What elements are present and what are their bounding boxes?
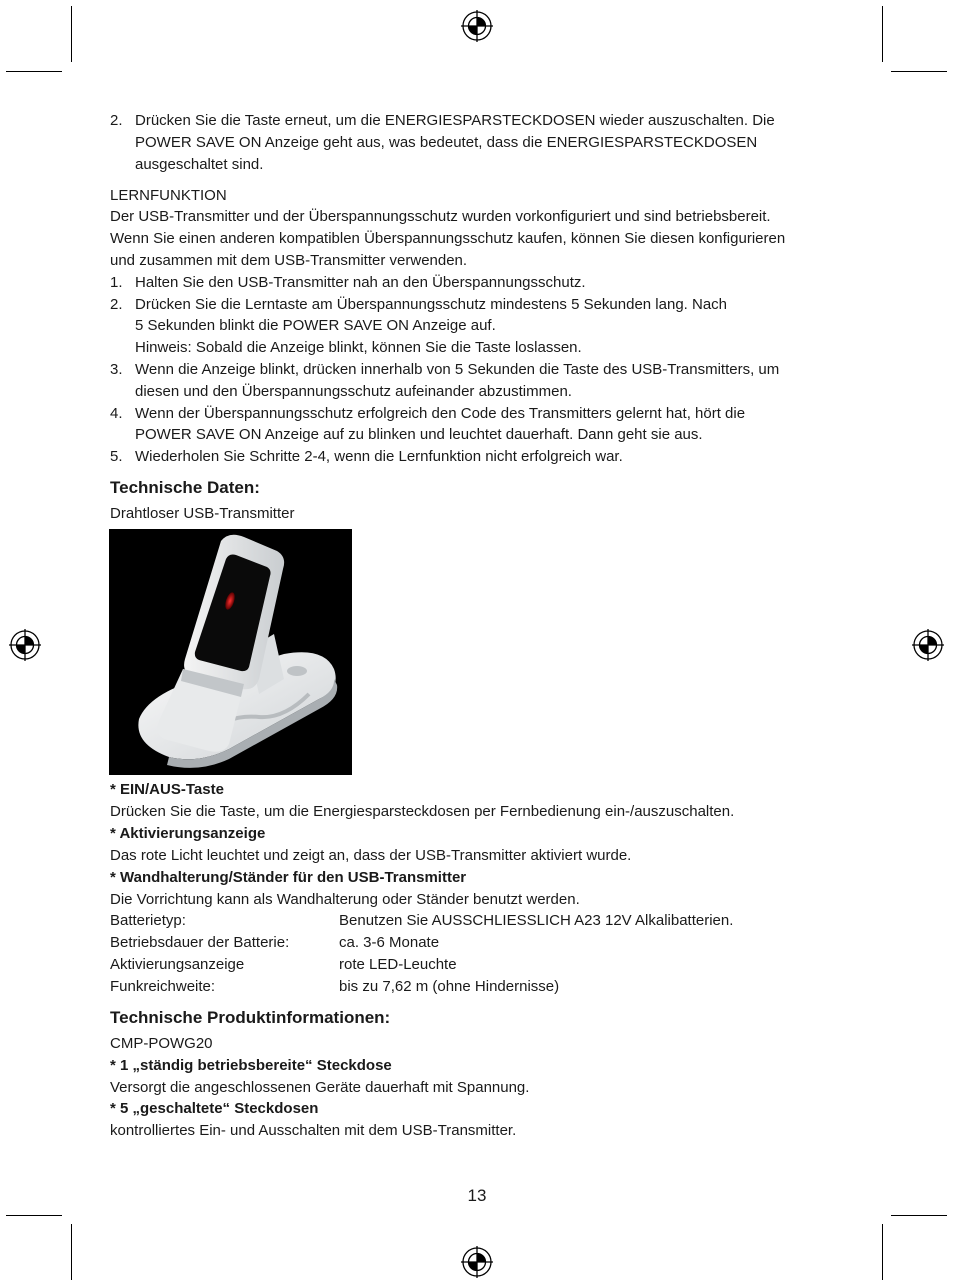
product-item-title: * 5 „geschaltete“ Steckdosen — [110, 1100, 319, 1117]
list-text-line: POWER SAVE ON Anzeige auf zu blinken und leuchtet dauerhaft. Dann geht sie aus. — [135, 426, 703, 443]
spec-value: Benutzen Sie AUSSCHLIESSLICH A23 12V Alkalibatterien. — [339, 912, 734, 929]
list-text-line: 5 Sekunden blinkt die POWER SAVE ON Anzeige auf. — [135, 317, 496, 334]
section-title-learn: LERNFUNKTION — [110, 187, 227, 204]
crop-mark — [71, 1224, 72, 1280]
tech-subtitle: Drahtloser USB-Transmitter — [110, 505, 295, 522]
list-text-line: POWER SAVE ON Anzeige geht aus, was bedeutet, dass die ENERGIESPARSTECKDOSEN — [135, 134, 758, 151]
list-number: 3. — [110, 361, 123, 378]
list-text-line: Drücken Sie die Taste erneut, um die ENERGIESPARSTECKDOSEN wieder auszuschalten. Die — [135, 112, 775, 129]
spec-label: Betriebsdauer der Batterie: — [110, 934, 290, 951]
feature-title: * EIN/AUS-Taste — [110, 781, 224, 798]
paragraph-line: Der USB-Transmitter und der Überspannungsschutz wurden vorkonfiguriert und sind betriebsbereit. — [110, 208, 771, 225]
feature-title: * Aktivierungsanzeige — [110, 825, 266, 842]
product-item-text: kontrolliertes Ein- und Ausschalten mit dem USB-Transmitter. — [110, 1122, 517, 1139]
crop-mark — [6, 71, 62, 72]
product-item-title: * 1 „ständig betriebsbereite“ Steckdose — [110, 1057, 392, 1074]
spec-label: Batterietyp: — [110, 912, 186, 929]
paragraph-line: und zusammen mit dem USB-Transmitter verwenden. — [110, 252, 468, 269]
spec-value: ca. 3-6 Monate — [339, 934, 440, 951]
list-text-line: diesen und den Überspannungsschutz aufeinander abzustimmen. — [135, 383, 572, 400]
feature-text: Die Vorrichtung kann als Wandhalterung oder Ständer benutzt werden. — [110, 891, 580, 908]
page-number: 13 — [467, 1186, 487, 1205]
list-text-line: Halten Sie den USB-Transmitter nah an den Überspannungsschutz. — [135, 274, 586, 291]
spec-value: rote LED-Leuchte — [339, 956, 457, 973]
feature-title: * Wandhalterung/Ständer für den USB-Transmitter — [110, 869, 467, 886]
product-model: CMP-POWG20 — [110, 1035, 213, 1052]
list-text-line: Hinweis: Sobald die Anzeige blinkt, können Sie die Taste loslassen. — [135, 339, 582, 356]
registration-mark-icon — [9, 629, 41, 661]
list-number: 2. — [110, 112, 123, 129]
spec-label: Aktivierungsanzeige — [110, 956, 245, 973]
product-item-text: Versorgt die angeschlossenen Geräte dauerhaft mit Spannung. — [110, 1079, 530, 1096]
crop-mark — [882, 6, 883, 62]
crop-mark — [891, 71, 947, 72]
registration-mark-icon — [461, 10, 493, 42]
feature-text: Das rote Licht leuchtet und zeigt an, dass der USB-Transmitter aktiviert wurde. — [110, 847, 632, 864]
list-text-line: Drücken Sie die Lerntaste am Überspannungsschutz mindestens 5 Sekunden lang. Nach — [135, 296, 728, 313]
list-text-line: Wenn der Überspannungsschutz erfolgreich den Code des Transmitters gelernt hat, hört die — [135, 405, 746, 422]
feature-text: Drücken Sie die Taste, um die Energiesparsteckdosen per Fernbedienung ein-/auszuschalten. — [110, 803, 735, 820]
section-heading-tech: Technische Daten: — [110, 478, 260, 497]
list-text-line: Wiederholen Sie Schritte 2-4, wenn die Lernfunktion nicht erfolgreich war. — [135, 448, 623, 465]
spec-value: bis zu 7,62 m (ohne Hindernisse) — [339, 978, 560, 995]
crop-mark — [6, 1215, 62, 1216]
crop-mark — [882, 1224, 883, 1280]
list-number: 4. — [110, 405, 123, 422]
crop-mark — [71, 6, 72, 62]
crop-mark — [891, 1215, 947, 1216]
spec-label: Funkreichweite: — [110, 978, 216, 995]
list-number: 5. — [110, 448, 123, 465]
list-number: 2. — [110, 296, 123, 313]
registration-mark-icon — [461, 1246, 493, 1278]
registration-mark-icon — [912, 629, 944, 661]
list-text-line: ausgeschaltet sind. — [135, 156, 264, 173]
paragraph-line: Wenn Sie einen anderen kompatiblen Überspannungsschutz kaufen, können Sie diesen konfigurieren — [110, 230, 786, 247]
list-text-line: Wenn die Anzeige blinkt, drücken innerhalb von 5 Sekunden die Taste des USB-Transmitters, um — [135, 361, 780, 378]
usb-transmitter-photo — [109, 529, 352, 775]
list-number: 1. — [110, 274, 123, 291]
section-heading-product: Technische Produktinformationen: — [110, 1008, 391, 1027]
